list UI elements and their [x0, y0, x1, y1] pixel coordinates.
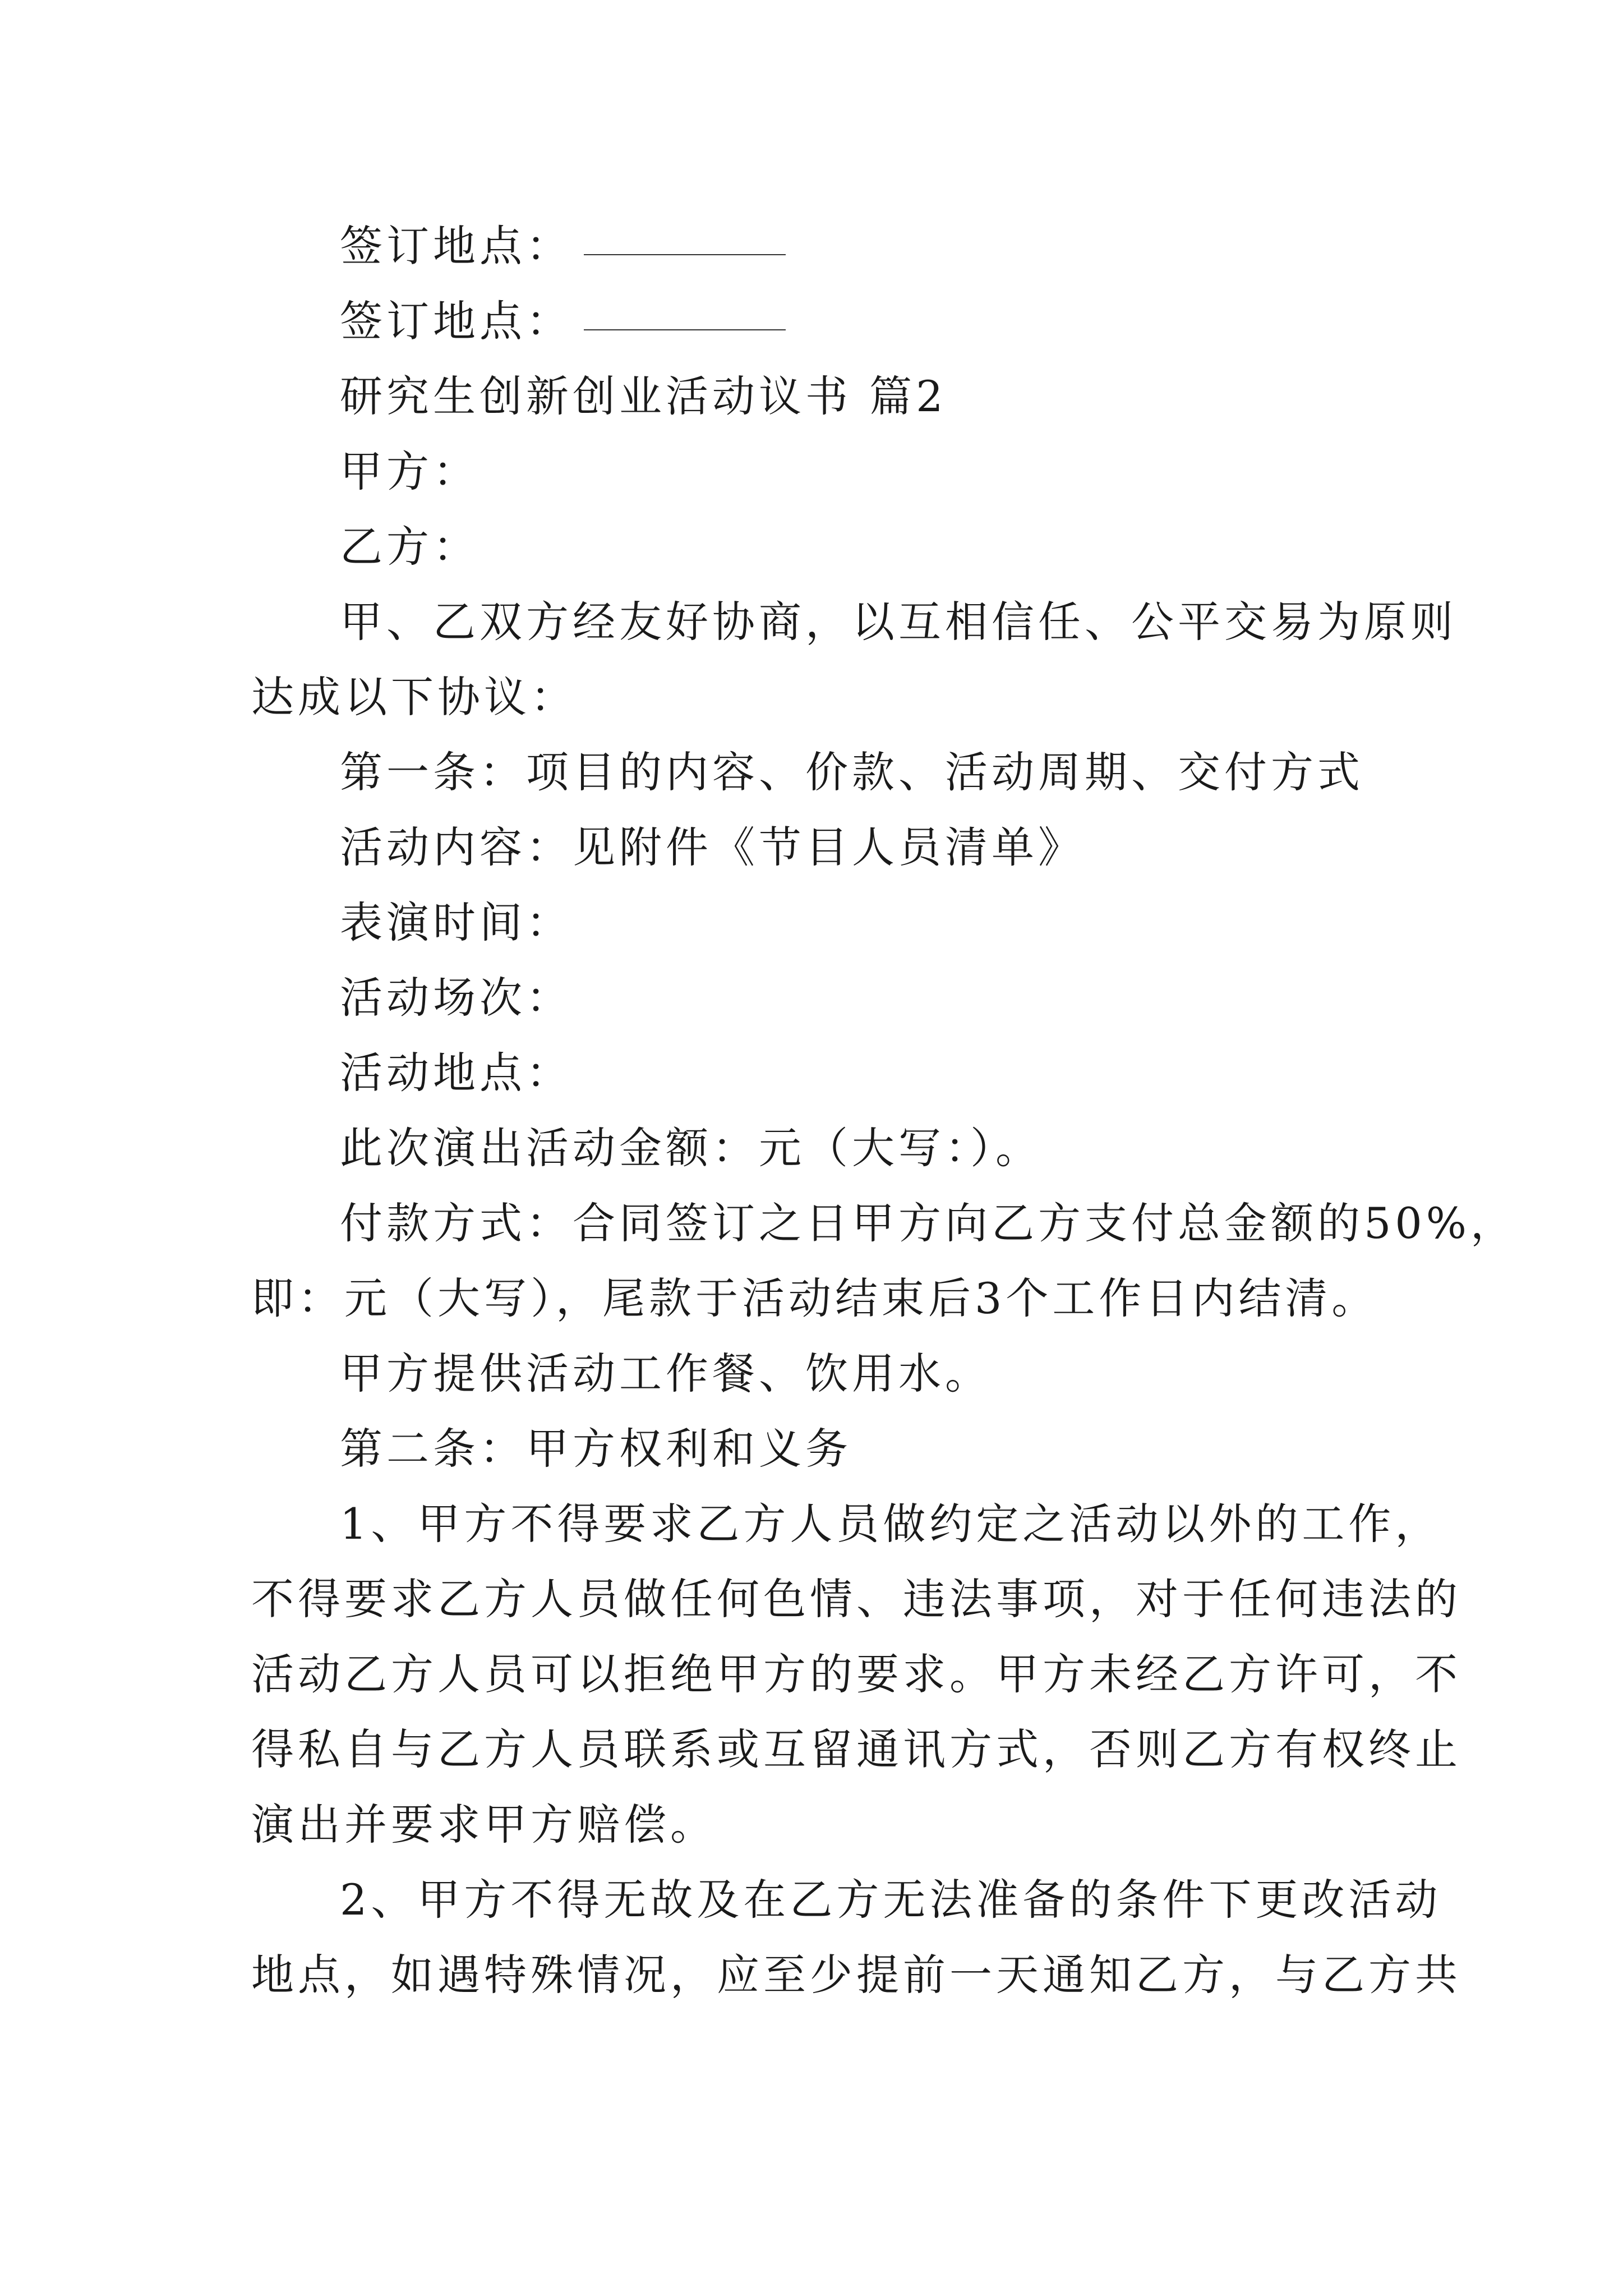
clause-2-paragraph — [251, 1862, 1461, 2013]
payment-paragraph — [251, 1186, 1517, 1336]
sign-place-label-2: 签订地点： — [340, 296, 573, 346]
meals-provision: 甲方提供活动工作餐、饮用水。 — [340, 1349, 992, 1398]
sign-place-blank-1 — [584, 254, 786, 255]
clause-1-line-4: 得私自与乙方人员联系或互留通讯方式，否则乙方有权终止 — [251, 1724, 1461, 1774]
party-b-label: 乙方： — [340, 522, 479, 572]
activity-content: 活动内容：见附件《节目人员清单》 — [340, 822, 1085, 872]
article-2-heading: 第二条：甲方权利和义务 — [340, 1424, 852, 1474]
intro-line-1: 甲、乙双方经友好协商，以互相信任、公平交易为原则 — [340, 597, 1457, 647]
clause-1-line-3: 活动乙方人员可以拒绝甲方的要求。甲方未经乙方许可，不 — [251, 1649, 1461, 1699]
clause-2-line-1: 2、甲方不得无故及在乙方无法准备的条件下更改活动 — [340, 1875, 1442, 1925]
sign-place-label-1: 签订地点： — [340, 221, 573, 271]
payment-line-2: 即：元（大写），尾款于活动结束后3个工作日内结清。 — [251, 1273, 1378, 1323]
clause-1-line-5: 演出并要求甲方赔偿。 — [251, 1800, 717, 1849]
performance-amount: 此次演出活动金额：元（大写：）。 — [340, 1123, 1042, 1173]
sign-place-line-2 — [251, 284, 1390, 359]
intro-paragraph — [251, 585, 1457, 735]
payment-line-1: 付款方式：合同签订之日甲方向乙方支付总金额的50%， — [340, 1198, 1517, 1248]
clause-1-paragraph — [251, 1487, 1461, 1862]
intro-line-2: 达成以下协议： — [251, 672, 577, 722]
clause-2-line-2: 地点，如遇特殊情况，应至少提前一天通知乙方，与乙方共 — [251, 1950, 1461, 2000]
activity-sessions: 活动场次： — [340, 973, 573, 1023]
clause-1-line-1: 1、甲方不得要求乙方人员做约定之活动以外的工作， — [340, 1499, 1442, 1549]
sign-place-blank-2 — [584, 329, 786, 330]
article-1-heading: 第一条：项目的内容、价款、活动周期、交付方式 — [340, 747, 1364, 797]
activity-location: 活动地点： — [340, 1048, 573, 1098]
party-a-label: 甲方： — [340, 447, 479, 496]
clause-1-line-2: 不得要求乙方人员做任何色情、违法事项，对于任何违法的 — [251, 1574, 1461, 1624]
section-title: 研究生创新创业活动议书 篇2 — [340, 371, 947, 421]
performance-time: 表演时间： — [340, 898, 573, 947]
sign-place-line-1 — [251, 209, 1390, 284]
